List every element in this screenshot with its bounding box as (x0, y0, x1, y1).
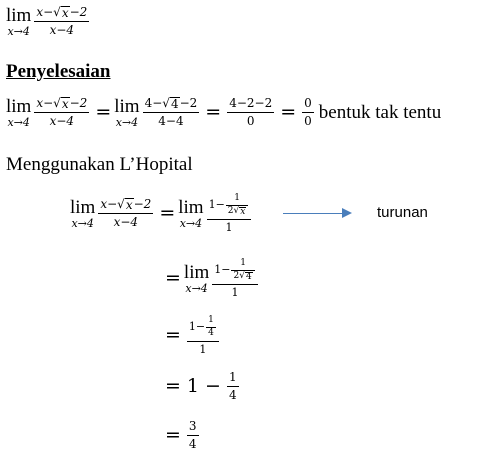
method-label: Menggunakan L’Hopital (6, 154, 193, 175)
sqrt-x: √ x (53, 96, 69, 111)
sqrt-arg: 4 (170, 97, 179, 111)
sqrt-arg: x (240, 206, 246, 217)
equals-sign: = (165, 324, 181, 347)
arrow-right-icon (342, 208, 352, 218)
lhopital-step2 (162, 259, 261, 299)
fraction-bar (187, 435, 199, 436)
zero-numerator: 0 (304, 96, 312, 110)
substitution-numerator (143, 97, 200, 110)
lhopital-final (162, 420, 202, 451)
evaluated-numerator: 4−2−2 (229, 96, 273, 110)
fraction-bar (143, 112, 200, 113)
limit-operator (178, 198, 203, 229)
lim-word: lim (114, 96, 140, 118)
limit-operator (114, 97, 139, 128)
equals-sign: = (165, 267, 181, 290)
result-prefix: 1 − (186, 375, 221, 398)
sub-num-pre: 4− (144, 96, 163, 110)
numerator (98, 198, 153, 211)
lim-subscript: x→4 (179, 217, 203, 231)
sqrt-x: √ x (53, 5, 69, 20)
inner-denominator: 4 (208, 327, 214, 338)
lim-word: lim (70, 197, 96, 219)
fraction-bar (34, 112, 89, 113)
final-denominator: 4 (188, 437, 197, 452)
substituted-denominator: 1 (231, 285, 239, 299)
fraction-bar (34, 21, 89, 22)
inner-fraction (231, 259, 254, 282)
fraction-bar (212, 284, 257, 285)
equals-sign: = (95, 101, 112, 124)
deriv-num-pre: 1− (208, 198, 225, 212)
inner-numerator: 1 (234, 193, 240, 203)
problem-denominator: x−4 (49, 23, 75, 38)
indeterminate-label: bentuk tak tentu (318, 102, 442, 124)
lhopital-step1 (70, 194, 254, 234)
sqrt-arg: x (61, 6, 69, 20)
zero-denominator: 0 (304, 114, 312, 129)
inner-denominator (231, 272, 254, 282)
equals-sign: = (165, 375, 181, 398)
num-post: −2 (69, 96, 88, 110)
num-post: −2 (133, 197, 152, 212)
substituted-derivative-fraction (212, 259, 257, 299)
deriv-num-pre: 1− (214, 263, 231, 277)
substitution-denominator: 4−4 (158, 114, 184, 129)
substituted-numerator (212, 259, 257, 282)
lim-subscript: x→4 (71, 217, 94, 231)
sqrt-x: √ x (233, 205, 246, 217)
lhopital-step4 (162, 371, 242, 402)
sub-num-post: −2 (179, 96, 198, 110)
limit-operator (6, 97, 31, 128)
equals-sign: = (280, 101, 297, 124)
sqrt-arg: 4 (245, 271, 252, 282)
inner-den-pre: 2 (233, 270, 240, 281)
num-pre: x− (36, 5, 54, 19)
problem-numerator (34, 6, 89, 19)
limit-operator (184, 263, 209, 294)
sqrt-4: √ 4 (162, 96, 179, 111)
equals-sign: = (205, 101, 222, 124)
lim-word: lim (183, 262, 210, 284)
substitution-fraction (143, 97, 200, 128)
sqrt-arg: x (61, 97, 69, 111)
equals-sign: = (165, 424, 181, 447)
sqrt-x: √ x (117, 197, 133, 213)
sqrt-arg: x (125, 198, 133, 213)
result-numerator: 1 (228, 370, 237, 384)
inner-denominator (226, 207, 249, 217)
inner-fraction (226, 194, 249, 217)
deriv-num-pre: 1− (188, 320, 206, 334)
inner-numerator: 1 (240, 258, 246, 268)
limit-operator (70, 198, 95, 229)
fraction-bar (207, 219, 252, 220)
derivative-fraction (207, 194, 252, 234)
step1-expression (6, 97, 441, 128)
lim-subscript: x→4 (7, 116, 30, 130)
step1-denominator: x−4 (49, 114, 75, 129)
result-denominator: 4 (228, 388, 237, 403)
inner-den-pre: 2 (227, 205, 234, 216)
problem-expression (6, 6, 92, 37)
lim-word: lim (6, 5, 32, 27)
simplified-numerator (187, 316, 219, 339)
arrow-label: turunan (377, 204, 428, 221)
num-post: −2 (69, 5, 88, 19)
fraction-bar (98, 213, 153, 214)
final-numerator: 3 (188, 419, 197, 433)
fraction-bar (187, 341, 219, 342)
derivative-denominator: 1 (225, 220, 233, 234)
fraction-bar (227, 386, 239, 387)
lim-subscript: x→4 (7, 25, 30, 39)
inner-numerator: 1 (208, 315, 214, 325)
final-fraction (187, 420, 199, 451)
inner-fraction (206, 316, 216, 339)
lim-word: lim (6, 96, 32, 118)
num-pre: x− (36, 96, 54, 110)
evaluated-denominator: 0 (246, 114, 255, 129)
lim-word: lim (178, 197, 204, 219)
fraction-bar (227, 112, 274, 113)
zero-over-zero (302, 97, 314, 128)
limit-operator (6, 6, 31, 37)
evaluated-fraction (227, 97, 274, 128)
lhopital-step3 (162, 316, 222, 356)
simplified-fraction (187, 316, 219, 356)
derivative-numerator (207, 194, 252, 217)
num-pre: x− (100, 197, 118, 212)
lim-subscript: x→4 (185, 282, 208, 296)
sqrt-4: √ 4 (239, 270, 252, 282)
denominator: x−4 (113, 215, 139, 230)
step1-numerator (34, 97, 89, 110)
section-heading: Penyelesaian (6, 61, 111, 82)
equals-sign: = (159, 202, 176, 225)
lhopital-original-fraction (98, 198, 153, 229)
fraction-bar (302, 112, 314, 113)
arrow-line (283, 213, 343, 214)
problem-fraction (34, 6, 89, 37)
lim-subscript: x→4 (115, 116, 139, 130)
simplified-denominator: 1 (199, 342, 207, 356)
step1-fraction (34, 97, 89, 128)
one-quarter-fraction (227, 371, 239, 402)
